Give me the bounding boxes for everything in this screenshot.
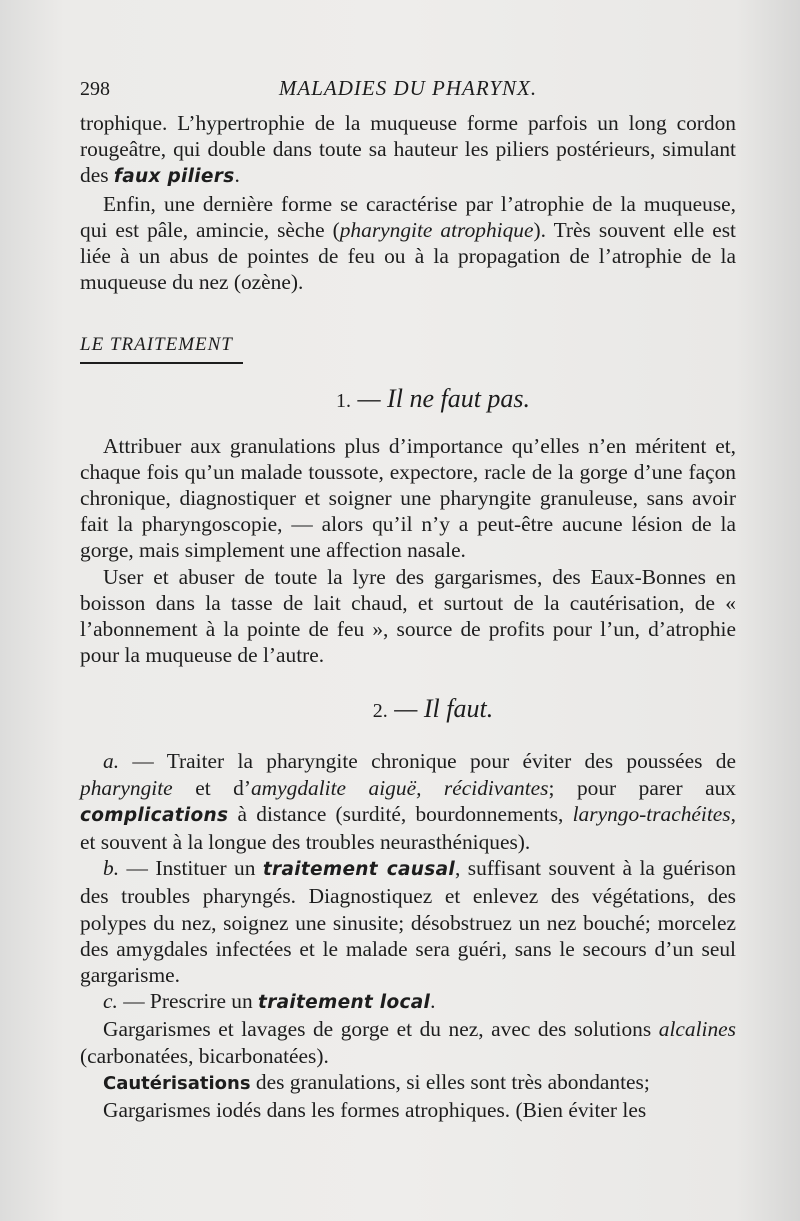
text-run: , suffisant souvent à la guérison des troubles pharyngés. Diagnostiquez et enlevez des végétations, des polypes du nez, soignez une sinusite; désobstruez un nez bouché; morcelez des amygdales infectées et le malade sera guéri, sans le secours d’un seul gargarisme. — [80, 856, 736, 988]
point-letter: a. — [103, 749, 120, 774]
point-letter: c. — [103, 989, 118, 1014]
paragraph-gargarismes-iodes: Gargarismes iodés dans les formes atrophiques. (Bien éviter les — [103, 1098, 647, 1123]
bold-term: traitement local — [258, 992, 431, 1014]
paragraph-gargarismes-alcalins — [80, 1016, 736, 1068]
text-run: — Prescrire un — [117, 989, 259, 1014]
text-run: des granulations, si elles sont très abondantes; — [250, 1069, 650, 1094]
bold-term: traitement causal — [262, 859, 456, 881]
paragraph-hypertrophy — [80, 110, 736, 191]
section-heading: LE TRAITEMENT — [80, 332, 243, 363]
text-run: (carbonatées, bicarbonatées). — [80, 1043, 329, 1068]
running-title: MALADIES DU PHARYNX. — [278, 76, 538, 100]
text-run: . — [430, 989, 436, 1014]
text-run: ). Très souvent elle est liée à un abus de pointes de feu ou à la propagation de l’atrophie de la muqueuse du nez (ozène). — [80, 217, 737, 295]
page-body — [80, 110, 736, 1123]
text-run: ; pour parer aux — [548, 775, 737, 800]
bold-term: complications — [80, 804, 229, 826]
paragraph-cauterisations — [80, 1069, 736, 1097]
text-run: à distance (surdité, bourdonnements, — [228, 801, 573, 826]
paragraph-attribuer: Attribuer aux granulations plus d’importance qu’elles n’en méritent et, chaque fois qu’un malade toussote, expectore, racle de la gorge d’une façon chronique, diagnostiquer et soigner une pharyngite granuleuse, sans avoir fait la pharyngoscopie, — alors qu’il n’y a peut-être aucune lésion de la gorge, mais simplement une affection nasale. — [80, 433, 736, 563]
text-run: — Traiter la pharyngite chronique pour éviter des poussées de — [119, 749, 736, 774]
subheading-number: 1. — [335, 389, 351, 412]
paragraph-point-b — [80, 855, 736, 988]
paragraph-point-c — [80, 988, 736, 1016]
page-header — [80, 72, 736, 106]
italic-term: alcalines — [658, 1017, 736, 1042]
subheading-number: 2. — [372, 700, 388, 723]
page-number: 298 — [80, 78, 110, 100]
italic-term: amygdalite aiguë, récidivantes — [250, 775, 549, 800]
subheading-il-ne-faut-pas — [130, 384, 736, 416]
subheading-text: — Il ne faut pas. — [357, 383, 531, 413]
bold-term: Cautérisations — [103, 1072, 251, 1094]
paragraph-atrophy — [80, 191, 736, 296]
paragraph-point-a — [80, 748, 736, 855]
text-run: , et souvent à la longue des troubles neurasthéniques). — [80, 801, 736, 855]
text-run: — Instituer un — [119, 856, 263, 881]
point-letter: b. — [103, 856, 120, 881]
text-run: . — [234, 163, 240, 188]
subheading-il-faut — [130, 694, 736, 726]
text-run: trophique. L’hypertrophie de la muqueuse forme parfois un long cordon rougeâtre, qui double dans toute sa hauteur les piliers postérieurs, simulant des — [80, 111, 736, 188]
subheading-text: — Il faut. — [394, 694, 494, 724]
paragraph-user-et-abuser: User et abuser de toute la lyre des gargarismes, des Eaux-Bonnes en boisson dans la tasse de lait chaud, et surtout de la cautérisation, de « l’abonnement à la pointe de feu », source de profits pour l’un, d’atrophie pour la muqueuse de l’autre. — [80, 564, 736, 668]
italic-term: pharyngite atrophique — [339, 217, 534, 242]
italic-term: pharyngite — [80, 775, 173, 800]
text-run: Enfin, une dernière forme se caractérise par l’atrophie de la muqueuse, qui est pâle, amincie, sèche ( — [80, 191, 736, 242]
text-run: et d’ — [172, 775, 251, 800]
bold-term: faux piliers — [113, 166, 235, 188]
italic-term: laryngo-trachéites — [572, 801, 731, 826]
text-run: Gargarismes et lavages de gorge et du nez, avec des solutions — [103, 1017, 659, 1042]
